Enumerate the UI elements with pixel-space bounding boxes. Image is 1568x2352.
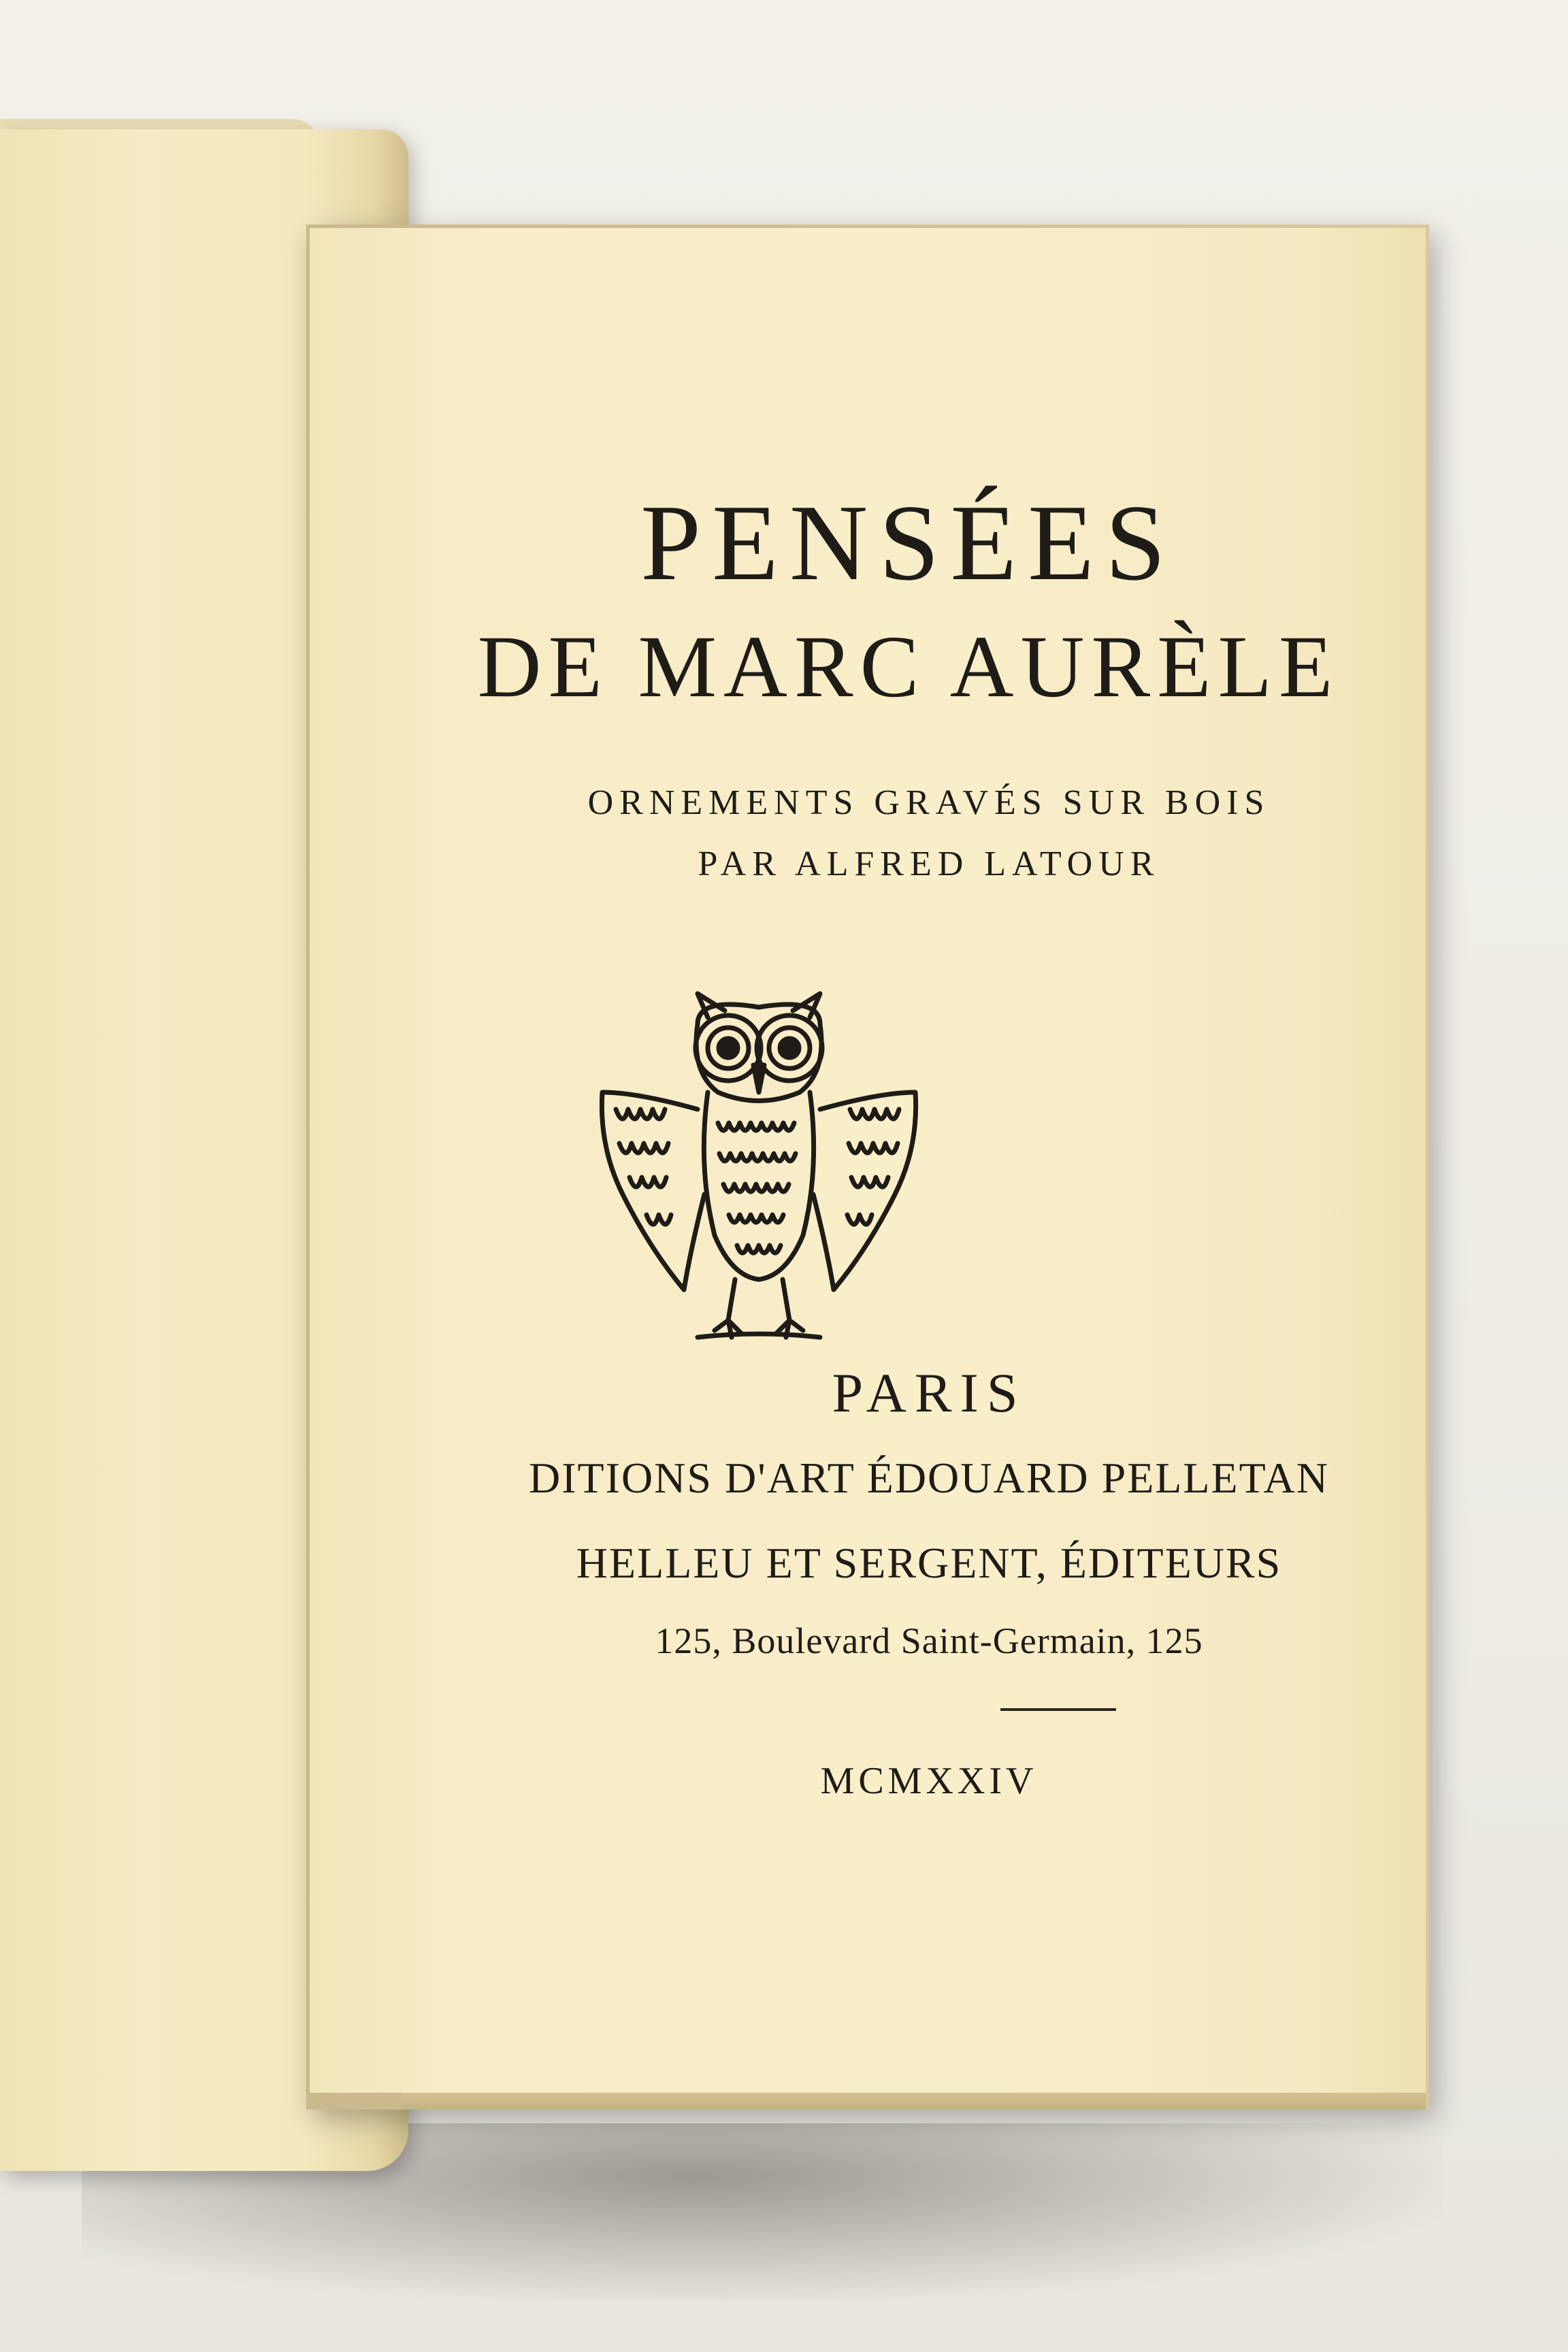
title-line-2: DE MARC AURÈLE [477,618,1340,716]
title-page [310,228,1426,2093]
subtitle-line-2: PAR ALFRED LATOUR [698,845,1160,883]
owl-icon [595,990,922,1358]
title-line-1: PENSÉES [640,482,1177,603]
divider-rule [1000,1708,1116,1711]
imprint-publisher-line-2: HELLEU ET SERGENT, ÉDITEURS [576,1539,1282,1587]
subtitle-line-1: ORNEMENTS GRAVÉS SUR BOIS [587,783,1271,822]
imprint-publisher-line-1: DITIONS D'ART ÉDOUARD PELLETAN [529,1454,1329,1502]
imprint-address: 125, Boulevard Saint-Germain, 125 [655,1620,1203,1661]
imprint-city: PARIS [832,1362,1026,1424]
imprint-date: MCMXXIV [820,1760,1038,1802]
